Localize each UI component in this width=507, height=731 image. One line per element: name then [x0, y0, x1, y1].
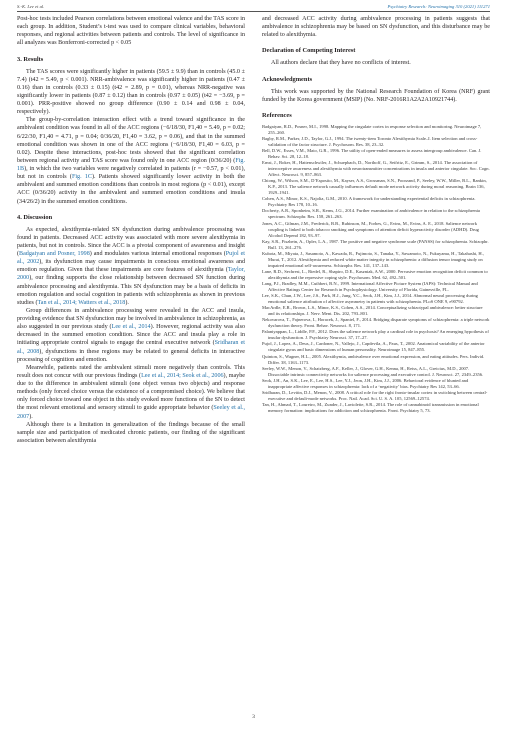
reference-entry[interactable]: Chiong, W., Wilson, S.M., D’Esposito, M., Kayser, A.S., Grossman, S.N., Poorzand, P., Seeley, W.W., Miller, B.L., Rankin, K.P., 2013. The salience network causally influences default mode network activity during moral reasoning. Brain 136, 1929–1941. — [262, 178, 487, 196]
citation-link[interactable]: Tan et al., 2014; Watters et al., 2018 — [37, 299, 126, 306]
figure-link-1b[interactable]: Fig. 1B — [17, 157, 245, 172]
reference-entry[interactable]: Ernst, J., Boker, H., Hattenschwiler, J., Schuepbach, D., Northoff, G., Seifritz, E., Grimm, S., 2014. The association of interoceptive awareness and alexithymia with neurotransmitter concentrations in insula and anterior cingulate. Soc. Cogn. Affect. Neurosci. 9, 857–863. — [262, 160, 490, 178]
results-heading: 3. Results — [17, 55, 44, 63]
reference-entry[interactable]: MacArdle, E.R., Brown, L.S., Minor, K.S., Cohen, A.S., 2014. Conceptualizing schizotypal ambivalence: better structure and its relationships. J. Nerv. Ment. Dis. 202, 793–801. — [262, 305, 483, 317]
reference-entry[interactable]: Seeley, W.W., Menon, V., Schatzberg, A.F., Keller, J., Glover, G.H., Kenna, H., Reiss, A.L., Greicius, M.D., 2007. Dissociable intrinsic connectivity networks for salience processing and executive control. J. Neurosci. 27, 2349–2356. — [262, 365, 484, 377]
competing-interest-heading: Declaration of Competing Interest — [262, 47, 356, 55]
references-heading: References — [262, 111, 292, 119]
reference-entry[interactable]: Quinton, S., Wagner, H.L., 2005. Alexithymia, ambivalence over emotional expression, and eating attitudes. Pers. Individ. Differ. 38, 1163–1173. — [262, 353, 485, 365]
reference-entry[interactable]: Pujol, J., Lopez, A., Deus, J., Cardoner, N., Vallejo, J., Capdevila, A., Paus, T., 2002. Anatomical variability of the anterior cingulate gyrus and basic dimensions of human personality. Neuroimage 15, 847–855. — [262, 341, 485, 353]
right-column — [262, 15, 490, 414]
results-paragraph-1: The TAS scores were significantly higher in patients (59.5 ± 9.9) than in controls (45.0 ± 7.4) (t42 = 5.49, p < 0.001). NRR-ambivalence was significantly higher in patients (0.47 ± 0.16) than in controls (0.33 ± 0.15) (t42 = 2.89, p = 0.01), whereas NRR-negative was significantly lower in patients (0.87 ± 0.12) than in controls (0.97 ± 0.05) (t42 = −3.69, p = 0.001). PRR-positive showed no group difference (0.90 ± 0.14 and 0.98 ± 0.04, respectively). — [17, 68, 245, 116]
reference-entry[interactable]: Bell, D.W., Esses, V.M., Maio, G.R., 1996. The utility of open-ended measures to assess intergroup ambivalence. Can. J. Behav. Sci. 28, 12–18. — [262, 147, 482, 159]
discussion-paragraph-4: Although there is a limitation in generalization of the findings because of the small sample size and participation of medicated chronic patients, our finding of the significant association between alexithymia — [17, 421, 245, 444]
citation-link[interactable]: Badgaiyan and Posner, 1998 — [19, 251, 90, 257]
results-paragraph-2: The group-by-correlation interaction effect with a trend toward significance in the ambivalent condition was found in all of the ACC regions (−6/18/30, F1,40 = 5.49, p = 0.02; 6/22/30, F1,40 = 4.71, p = 0.04; 0/36/20, F1,40 = 3.62, p = 0.06), and that in the summed emotional condition was shown in one of the ACC regions (−6/18/30, F1,40 = 6.03, p = 0.02). Despite these interactions, post-hoc tests showed that the significant correlation between regional activity and TAS score was found only in one ACC region (0/36/20) (Fig. 1B), in which the two variables were negatively correlated in patients (r = −0.57, p < 0.01), but not in controls (Fig. 1C). Patients showed significantly lower activity in both the ambivalent and summed emotion conditions than controls in most regions (p < 0.01), except ACC (0/36/20) activity in the ambivalent and summed emotion conditions and insula (34/26/2) in the summed emotion conditions. — [17, 117, 245, 205]
left-column — [17, 15, 245, 445]
reference-entry[interactable]: Kay, S.R., Fiszbein, A., Opler, L.A., 1987. The positive and negative syndrome scale (PANSS) for schizophrenia. Schizophr. Bull. 13, 261–276. — [262, 238, 489, 250]
reference-entry[interactable]: Kubota, M., Miyata, J., Sasamoto, A., Kawada, R., Fujimoto, S., Tanaka, Y., Sawamoto, N., Fukuyama, H., Takahashi, H., Murai, T., 2012. Alexithymia and reduced white matter integrity in schizophrenia: a diffusion tensor imaging study on impaired emotional self-awareness. Schizophr. Res. 141, 137–143. — [262, 250, 484, 268]
figure-link-1c[interactable]: Fig. 1C — [71, 174, 92, 181]
reference-entry[interactable]: Lee, S.K., Chun, J.W., Lee, J.S., Park, H.J., Jung, Y.C., Seok, J.H., Kim, J.J., 2014. Abnormal neural processing during emotional salience attribution of affective asymmetry in patients with schizophrenia. PLoS ONE 9, e90792. — [262, 293, 478, 305]
citation-link[interactable]: Lee et al., 2014 — [111, 324, 151, 331]
running-header-journal[interactable]: Psychiatry Research: Neuroimaging 310 (2021) 111271 — [387, 4, 490, 9]
reference-entry[interactable]: Lang, P.J., Bradley, M.M., Cuthbert, B.N., 1999. International Affective Picture System (IAPS): Technical Manual and Affective Ratings Center for Research in Psychophysiology. University of Florida, Gainesville, FL. — [262, 280, 478, 293]
citation-link[interactable]: Seeley et al., 2007 — [17, 405, 245, 420]
discussion-heading: 4. Discussion — [17, 213, 53, 221]
discussion-continuation-paragraph: and decreased ACC activity during ambivalence processing in patients suggests that ambivalence in schizophrenia may be based on SN dysfunction, and this disturbance may be related to alexithymia. — [262, 16, 490, 39]
citation-link[interactable]: Sridharan et al., 2008 — [17, 340, 245, 355]
reference-list — [262, 124, 490, 414]
competing-interest-text: All authors declare that they have no conflicts of interest. — [271, 60, 411, 67]
reference-entry[interactable]: Seok, J.H., An, S.K., Lee, E., Lee, H.S., Lee, Y.J., Jeon, J.H., Kim, J.J., 2006. Behavioral evidence of blunted and inappropriate affective responses in schizophrenia: lack of a ‘negativity’ bias. Psychiatry Res 142, 53–66. — [262, 377, 469, 389]
citation-link[interactable]: Pujol et al., 2002 — [17, 251, 245, 266]
reference-entry[interactable]: Badgaiyan, R.D., Posner, M.I., 1998. Mapping the cingulate cortex in response selection and monitoring. Neuroimage 7, 255–260. — [262, 123, 482, 135]
running-header-authors: S.-K. Lee et al. — [17, 4, 45, 9]
citation-link[interactable]: Lee et al., 2014; Seok et al., 2006 — [141, 372, 224, 379]
acknowledgments-heading: Acknowledgments — [262, 75, 313, 83]
reference-entry[interactable]: Sridharan, D., Levitin, D.J., Menon, V., 2008. A critical role for the right fronto-insular cortex in switching between central-executive and default-mode networks. Proc. Natl. Acad. Sci. U. S. A. 105, 12569–12574. — [262, 389, 488, 401]
discussion-paragraph-3: Meanwhile, patients rated the ambivalent stimuli more negatively than controls. This result does not concur with our previous findings (Lee et al., 2014; Seok et al., 2006), maybe due to the difference in ambivalent stimuli (one object versus two objects) and response methods (only forced choice versus the existence of a compromised choice). We believe that only forced choice toward one object in this study evoked more functions of the SN to detect the most relevant emotional and sensory stimuli to guide appropriate behavior (Seeley et al., 2007). — [17, 364, 245, 420]
reference-entry[interactable]: Lane, R.D., Sechrest, L., Riedel, R., Shapiro, D.E., Kaszniak, A.W., 2000. Pervasive emotion recognition deficit common to alexithymia and the repressive coping style. Psychosom. Med. 62, 492–501. — [262, 268, 488, 280]
page-number: 3 — [252, 714, 255, 720]
acknowledgments-text: This work was supported by the National Research Foundation of Korea (NRF) grant funded by the Korea government (MSIP) (No. NRF-2016R1A2A2A10921744). — [262, 88, 490, 103]
reference-entry[interactable]: Docherty, A.R., Sponheim, S.R., Kerns, J.G., 2014. Further examination of ambivalence in relation to the schizophrenia spectrum. Schizophr. Res. 158, 261–263. — [262, 208, 480, 220]
methods-continuation-paragraph: Post-hoc tests included Pearson correlations between emotional valence and the TAS score in each group. In addition, Student’s t-test was used to compare clinical variables, behavioral responses, and regional activities between patients and controls. The level of significance in all analyzes was Bonferroni-corrected p < 0.05 — [17, 16, 245, 47]
citation-link[interactable]: Taylor, 2000 — [17, 267, 245, 282]
discussion-paragraph-2: Group differences in ambivalence processing were revealed in the ACC and insula, providing evidence that SN dysfunction may be involved in ambivalence in schizophrenia, as also suggested in our previous study (Lee et al., 2014). However, regional activity was also decreased in the summed emotion condition. Since the ACC and insula play a role in initiating appropriate control signals to engage the central executive network (Sridharan et al., 2008), dysfunctions in these regions may be related to general deficits in interactive processing of cognition and emotion. — [17, 307, 246, 363]
reference-entry[interactable]: Palaniyappan, L., Liddle, P.F., 2012. Does the salience network play a cardinal role in psychosis? An emerging hypothesis of insular dysfunction. J. Psychiatry Neurosci. 37, 17–27. — [262, 329, 489, 341]
reference-entry[interactable]: Bagby, R.M., Parker, J.D., Taylor, G.J., 1994. The twenty-item Toronto Alexithymia Scale–I. Item selection and cross-validation of the factor structure. J. Psychosom. Res. 38, 23–32. — [262, 135, 478, 147]
reference-entry[interactable]: Nekovarova, T., Fajnerova, I., Horacek, J., Spaniel, F., 2014. Bridging disparate symptoms of schizophrenia: a triple network dysfunction theory. Front. Behav. Neurosci. 8, 171. — [262, 317, 490, 329]
reference-entry[interactable]: Jones, A.C., Gilman, J.M., Frederick, B.B., Rubinson, M., Forbes, G., Evins, M., Evins, A. E., 2018. Salience network coupling is linked to both tobacco smoking and symptoms of attention deficit hyperactivity disorder (ADHD). Drug Alcohol Depend 182, 93–97. — [262, 220, 479, 238]
reference-entry[interactable]: Tan, H., Ahmad, T., Loureiro, M., Zunder, J., Laviolette, S.R., 2014. The role of cannabinoid transmission in emotional memory formation: implications for addiction and schizophrenia. Front. Psychiatry 5, 73. — [262, 401, 479, 413]
discussion-paragraph-1: As expected, alexithymia-related SN dysfunction during ambivalence processing was found in patients. Decreased ACC activity was associated with more severe alexithymia in patients, but not in controls. Since the ACC is a pivotal component of awareness and insight (Badgaiyan and Posner, 1998) and modulates various internal emotional responses (Pujol et al., 2002), its dysfunction may cause impairments in conscious emotional awareness and emotion regulation. Given that these impairments are core features of alexithymia (Taylor, 2000), our finding supports the close relationship between decreased SN function during ambivalence processing and alexithymia. This SN dysfunction may be a basis of deficits in emotion regulation and social cognition in patients with schizophrenia as shown in previous studies (Tan et al., 2014; Watters et al., 2018). — [17, 226, 246, 306]
header-divider — [17, 11, 490, 12]
reference-entry[interactable]: Cohen, A.S., Minor, K.S., Najolia, G.M., 2010. A framework for understanding experiential deficits in schizophrenia. Psychiatry Res 178, 10–16. — [262, 196, 476, 208]
